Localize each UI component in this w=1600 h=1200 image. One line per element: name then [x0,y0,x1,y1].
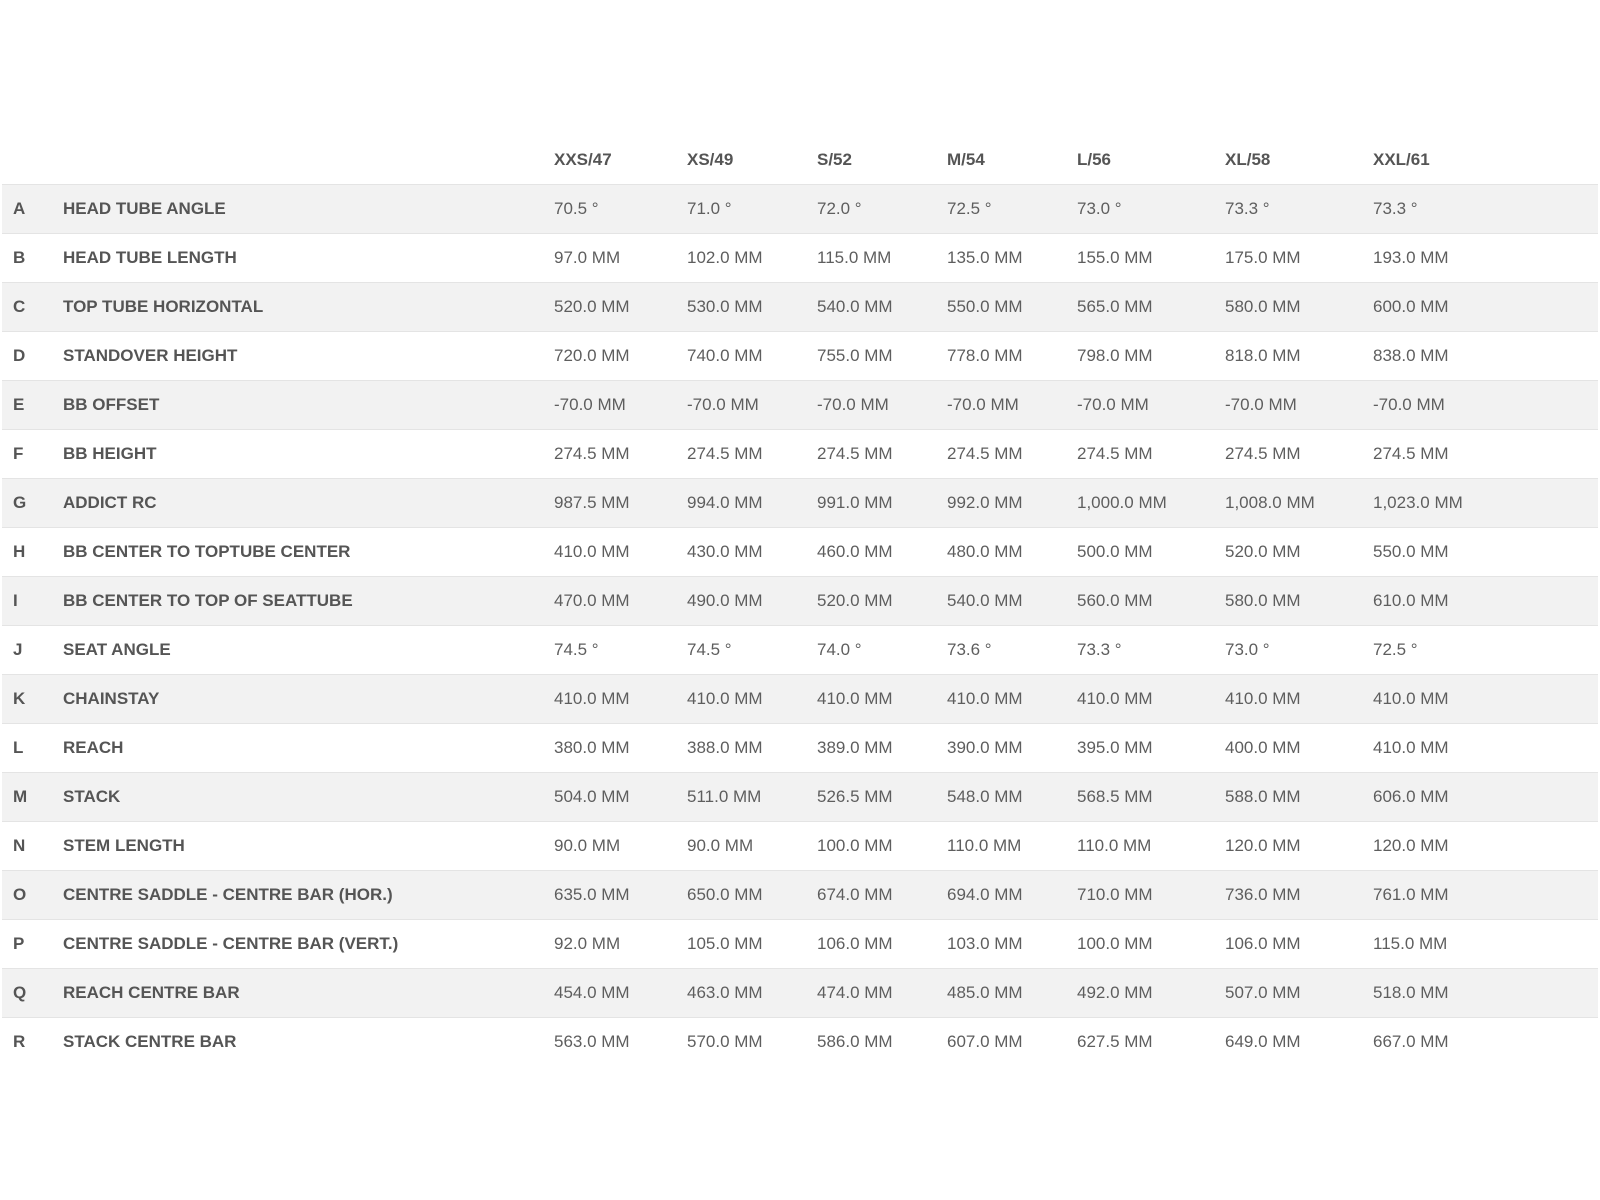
measurement-value: 97.0 MM [554,234,687,283]
row-letter: P [2,920,63,969]
row-letter: R [2,1018,63,1067]
measurement-value: 92.0 MM [554,920,687,969]
row-letter: O [2,871,63,920]
measurement-value: 410.0 MM [947,675,1077,724]
measurement-value: 565.0 MM [1077,283,1225,332]
measurement-value: 274.5 MM [1077,430,1225,479]
measurement-value: 761.0 MM [1373,871,1598,920]
size-header: XXS/47 [554,136,687,185]
measurement-value: 395.0 MM [1077,724,1225,773]
measurement-value: 70.5 ° [554,185,687,234]
measurement-value: 550.0 MM [947,283,1077,332]
measurement-value: 540.0 MM [817,283,947,332]
measurement-value: -70.0 MM [817,381,947,430]
measurement-value: 410.0 MM [1077,675,1225,724]
measurement-value: 193.0 MM [1373,234,1598,283]
measurement-value: 72.5 ° [1373,626,1598,675]
row-measurement-name: ADDICT RC [63,479,554,528]
measurement-value: 568.5 MM [1077,773,1225,822]
measurement-value: 274.5 MM [817,430,947,479]
measurement-value: 90.0 MM [554,822,687,871]
row-letter: K [2,675,63,724]
measurement-value: 580.0 MM [1225,283,1373,332]
row-letter: L [2,724,63,773]
row-measurement-name: BB CENTER TO TOP OF SEATTUBE [63,577,554,626]
measurement-value: 740.0 MM [687,332,817,381]
measurement-value: 526.5 MM [817,773,947,822]
table-row [2,528,1598,577]
measurement-value: 120.0 MM [1225,822,1373,871]
row-measurement-name: STACK CENTRE BAR [63,1018,554,1067]
row-letter: A [2,185,63,234]
measurement-value: 135.0 MM [947,234,1077,283]
measurement-value: 610.0 MM [1373,577,1598,626]
size-header: S/52 [817,136,947,185]
measurement-value: 410.0 MM [687,675,817,724]
measurement-value: 667.0 MM [1373,1018,1598,1067]
measurement-value: -70.0 MM [687,381,817,430]
measurement-value: 400.0 MM [1225,724,1373,773]
measurement-value: 570.0 MM [687,1018,817,1067]
measurement-value: 1,008.0 MM [1225,479,1373,528]
row-letter: C [2,283,63,332]
header-row [2,136,1598,185]
measurement-value: 606.0 MM [1373,773,1598,822]
measurement-value: 410.0 MM [1373,675,1598,724]
measurement-value: 274.5 MM [1373,430,1598,479]
row-measurement-name: CHAINSTAY [63,675,554,724]
measurement-value: 1,023.0 MM [1373,479,1598,528]
measurement-value: 460.0 MM [817,528,947,577]
measurement-value: 100.0 MM [817,822,947,871]
measurement-value: 90.0 MM [687,822,817,871]
measurement-value: 115.0 MM [1373,920,1598,969]
measurement-value: 474.0 MM [817,969,947,1018]
table-row [2,724,1598,773]
measurement-value: 580.0 MM [1225,577,1373,626]
size-header: XS/49 [687,136,817,185]
row-letter: F [2,430,63,479]
row-measurement-name: HEAD TUBE ANGLE [63,185,554,234]
measurement-value: 530.0 MM [687,283,817,332]
measurement-value: 72.5 ° [947,185,1077,234]
measurement-value: 72.0 ° [817,185,947,234]
measurement-value: 548.0 MM [947,773,1077,822]
table-row [2,675,1598,724]
measurement-value: 485.0 MM [947,969,1077,1018]
measurement-value: 710.0 MM [1077,871,1225,920]
measurement-value: 73.6 ° [947,626,1077,675]
measurement-value: 100.0 MM [1077,920,1225,969]
measurement-value: 504.0 MM [554,773,687,822]
measurement-value: 838.0 MM [1373,332,1598,381]
measurement-value: 103.0 MM [947,920,1077,969]
row-letter: H [2,528,63,577]
measurement-value: 390.0 MM [947,724,1077,773]
measurement-value: 73.3 ° [1373,185,1598,234]
table-row [2,430,1598,479]
measurement-value: 175.0 MM [1225,234,1373,283]
measurement-value: 607.0 MM [947,1018,1077,1067]
row-letter: E [2,381,63,430]
row-letter: N [2,822,63,871]
measurement-value: 520.0 MM [817,577,947,626]
measurement-value: 480.0 MM [947,528,1077,577]
measurement-value: 650.0 MM [687,871,817,920]
measurement-value: 586.0 MM [817,1018,947,1067]
measurement-value: 694.0 MM [947,871,1077,920]
measurement-value: 120.0 MM [1373,822,1598,871]
measurement-value: 798.0 MM [1077,332,1225,381]
measurement-value: 520.0 MM [554,283,687,332]
measurement-value: 410.0 MM [554,675,687,724]
measurement-value: 520.0 MM [1225,528,1373,577]
measurement-value: 720.0 MM [554,332,687,381]
table-row [2,773,1598,822]
measurement-value: -70.0 MM [554,381,687,430]
row-measurement-name: REACH [63,724,554,773]
measurement-value: 410.0 MM [554,528,687,577]
table-row [2,234,1598,283]
table-row [2,626,1598,675]
measurement-value: -70.0 MM [1373,381,1598,430]
measurement-value: 454.0 MM [554,969,687,1018]
measurement-value: 389.0 MM [817,724,947,773]
measurement-value: 550.0 MM [1373,528,1598,577]
measurement-value: 110.0 MM [1077,822,1225,871]
row-measurement-name: BB CENTER TO TOPTUBE CENTER [63,528,554,577]
measurement-value: 818.0 MM [1225,332,1373,381]
measurement-value: 110.0 MM [947,822,1077,871]
measurement-value: 994.0 MM [687,479,817,528]
measurement-value: 388.0 MM [687,724,817,773]
measurement-value: 991.0 MM [817,479,947,528]
measurement-value: 563.0 MM [554,1018,687,1067]
table-row [2,381,1598,430]
measurement-value: 1,000.0 MM [1077,479,1225,528]
measurement-value: 115.0 MM [817,234,947,283]
measurement-value: -70.0 MM [1225,381,1373,430]
measurement-value: 74.5 ° [554,626,687,675]
measurement-value: 106.0 MM [1225,920,1373,969]
measurement-value: 492.0 MM [1077,969,1225,1018]
size-header: XL/58 [1225,136,1373,185]
measurement-value: 71.0 ° [687,185,817,234]
table-row [2,283,1598,332]
size-header: M/54 [947,136,1077,185]
measurement-value: 73.3 ° [1225,185,1373,234]
measurement-value: 511.0 MM [687,773,817,822]
measurement-value: 74.0 ° [817,626,947,675]
table-header [2,136,1598,185]
table-row [2,577,1598,626]
measurement-value: 274.5 MM [554,430,687,479]
measurement-value: 507.0 MM [1225,969,1373,1018]
row-measurement-name: STANDOVER HEIGHT [63,332,554,381]
measurement-value: -70.0 MM [1077,381,1225,430]
table-row [2,479,1598,528]
measurement-value: 470.0 MM [554,577,687,626]
row-measurement-name: STACK [63,773,554,822]
measurement-value: 588.0 MM [1225,773,1373,822]
table-row [2,871,1598,920]
measurement-value: 490.0 MM [687,577,817,626]
row-measurement-name: BB OFFSET [63,381,554,430]
measurement-value: 410.0 MM [1373,724,1598,773]
measurement-value: 274.5 MM [1225,430,1373,479]
row-letter: J [2,626,63,675]
row-measurement-name: STEM LENGTH [63,822,554,871]
header-name-blank [63,136,554,185]
row-letter: G [2,479,63,528]
measurement-value: 105.0 MM [687,920,817,969]
measurement-value: 155.0 MM [1077,234,1225,283]
row-letter: D [2,332,63,381]
table-row [2,332,1598,381]
measurement-value: 987.5 MM [554,479,687,528]
measurement-value: 518.0 MM [1373,969,1598,1018]
measurement-value: 106.0 MM [817,920,947,969]
measurement-value: 274.5 MM [947,430,1077,479]
table-body [2,185,1598,1067]
measurement-value: 627.5 MM [1077,1018,1225,1067]
measurement-value: 736.0 MM [1225,871,1373,920]
measurement-value: 74.5 ° [687,626,817,675]
table-row [2,920,1598,969]
measurement-value: 635.0 MM [554,871,687,920]
measurement-value: 380.0 MM [554,724,687,773]
measurement-value: 102.0 MM [687,234,817,283]
row-measurement-name: TOP TUBE HORIZONTAL [63,283,554,332]
measurement-value: 463.0 MM [687,969,817,1018]
measurement-value: 755.0 MM [817,332,947,381]
measurement-value: 674.0 MM [817,871,947,920]
measurement-value: 274.5 MM [687,430,817,479]
measurement-value: 73.3 ° [1077,626,1225,675]
row-measurement-name: BB HEIGHT [63,430,554,479]
measurement-value: 560.0 MM [1077,577,1225,626]
table-row [2,822,1598,871]
row-measurement-name: REACH CENTRE BAR [63,969,554,1018]
row-letter: I [2,577,63,626]
measurement-value: -70.0 MM [947,381,1077,430]
measurement-value: 500.0 MM [1077,528,1225,577]
row-measurement-name: HEAD TUBE LENGTH [63,234,554,283]
table-row [2,185,1598,234]
measurement-value: 649.0 MM [1225,1018,1373,1067]
header-letter-blank [2,136,63,185]
size-header: XXL/61 [1373,136,1598,185]
measurement-value: 430.0 MM [687,528,817,577]
row-measurement-name: CENTRE SADDLE - CENTRE BAR (VERT.) [63,920,554,969]
size-header: L/56 [1077,136,1225,185]
measurement-value: 410.0 MM [817,675,947,724]
geometry-table [2,136,1598,1066]
measurement-value: 600.0 MM [1373,283,1598,332]
measurement-value: 73.0 ° [1077,185,1225,234]
row-letter: M [2,773,63,822]
row-measurement-name: SEAT ANGLE [63,626,554,675]
table-row [2,969,1598,1018]
measurement-value: 540.0 MM [947,577,1077,626]
table-row [2,1018,1598,1067]
measurement-value: 992.0 MM [947,479,1077,528]
measurement-value: 73.0 ° [1225,626,1373,675]
row-letter: B [2,234,63,283]
measurement-value: 778.0 MM [947,332,1077,381]
measurement-value: 410.0 MM [1225,675,1373,724]
row-measurement-name: CENTRE SADDLE - CENTRE BAR (HOR.) [63,871,554,920]
row-letter: Q [2,969,63,1018]
